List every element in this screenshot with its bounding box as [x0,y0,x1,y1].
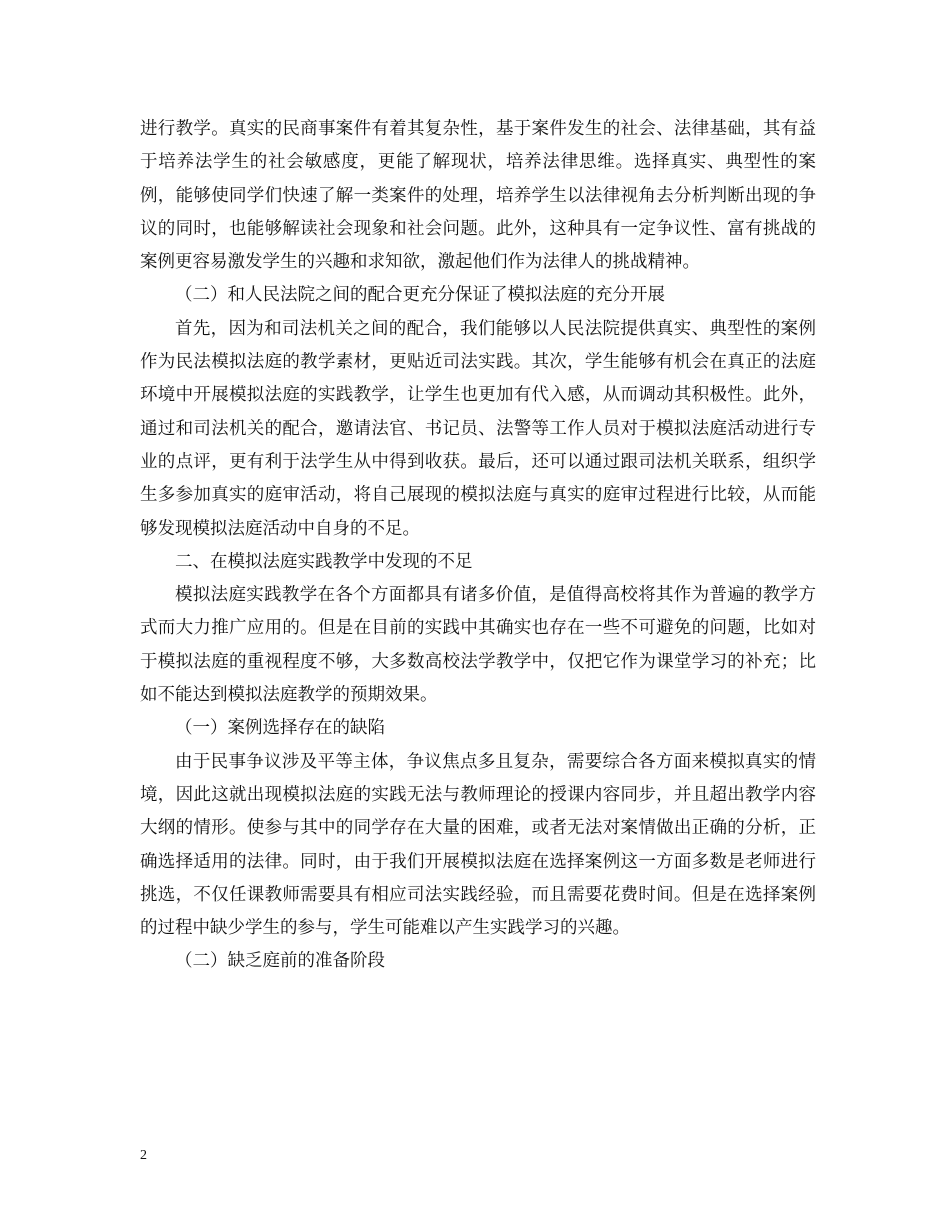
page-number: 2 [140,1148,147,1163]
section-heading: （二）缺乏庭前的准备阶段 [175,951,385,972]
section-heading: （一）案例选择存在的缺陷 [175,718,385,739]
body-paragraph: 进行教学。真实的民商事案件有着其复杂性，基于案件发生的社会、法律基础，其有益于培养法学生的社会敏感度，更能了解现状，培养法律思维。选择真实、典型性的案例，能够使同学们快速了解一类案件的处理，培养学生以法律视角去分析判断出现的争议的同时，也能够解读社会现象和社会问题。此外，这种具有一定争议性、富有挑战的案例更容易激发学生的兴趣和求知欲，激起他们作为法律人的挑战精神。 [140,119,816,273]
body-paragraph: 首先，因为和司法机关之间的配合，我们能够以人民法院提供真实、典型性的案例作为民法模拟法庭的教学素材，更贴近司法实践。其次，学生能够有机会在真正的法庭环境中开展模拟法庭的实践教学，让学生也更加有代入感，从而调动其积极性。此外，通过和司法机关的配合，邀请法官、书记员、法警等工作人员对于模拟法庭活动进行专业的点评，更有利于法学生从中得到收获。最后，还可以通过跟司法机关联系，组织学生多参加真实的庭审活动，将自己展现的模拟法庭与真实的庭审过程进行比较，从而能够发现模拟法庭活动中自身的不足。 [140,318,816,539]
section-heading: （二）和人民法院之间的配合更充分保证了模拟法庭的充分开展 [175,285,665,306]
body-paragraph: 由于民事争议涉及平等主体，争议焦点多且复杂，需要综合各方面来模拟真实的情境，因此这就出现模拟法庭的实践无法与教师理论的授课内容同步，并且超出教学内容大纲的情形。使参与其中的同学存在大量的困难，或者无法对案情做出正确的分析，正确选择适用的法律。同时，由于我们开展模拟法庭在选择案例这一方面多数是老师进行挑选，不仅任课教师需要具有相应司法实践经验，而且需要花费时间。但是在选择案例的过程中缺少学生的参与，学生可能难以产生实践学习的兴趣。 [140,751,816,939]
document-body [140,113,816,979]
body-paragraph: 模拟法庭实践教学在各个方面都具有诸多价值，是值得高校将其作为普遍的教学方式而大力推广应用的。但是在目前的实践中其确实也存在一些不可避免的问题，比如对于模拟法庭的重视程度不够，大多数高校法学教学中，仅把它作为课堂学习的补充；比如不能达到模拟法庭教学的预期效果。 [140,585,816,706]
section-heading: 二、在模拟法庭实践教学中发现的不足 [175,551,473,572]
